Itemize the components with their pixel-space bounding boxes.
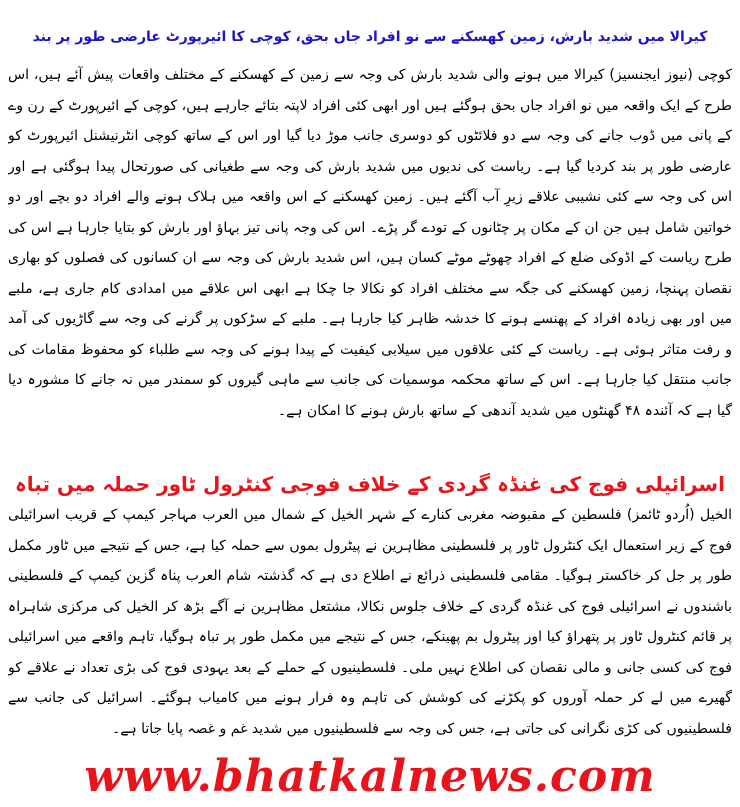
article-paragraph: الخیل (اُردو ٹائمز) فلسطین کے مقبوضہ مغربی کنارے کے شہر الخیل کے شمال میں العرب مہاجر کیمپ کے قریب اسرائیلی فوج کے زیر استعمال ایک کنٹرول ٹاور پر فلسطینی مظاہرین نے پیٹرول بموں سے حملہ کیا ہے، جس کے نتیجے میں ٹاور مکمل طور پر جل کر خاکستر ہوگیا۔ مقامی فلسطینی ذرائع نے اطلاع دی ہے کہ گذشتہ شام العرب پناہ گزین کیمپ کے فلسطینی باشندوں نے اسرائیلی فوج کی غنڈہ گردی کے خلاف جلوس نکالا، مشتعل مظاہرین نے آگے بڑھ کر الخیل کی مرکزی شاہراہ پر قائم کنٹرول ٹاور پر پتھراؤ کیا اور پیٹرول بم پھینکے، جس کے نتیجے میں مکمل طور پر تباہ ہوگیا، تاہم واقعے میں اسرائیلی فوج کی کسی جانی و مالی نقصان کی اطلاع نہیں ملی۔ فلسطینیوں کے حملے کے بعد یہودی فوج کی بڑی تعداد نے علاقے کو گھیرے میں لے کر حملہ آوروں کو پکڑنے کی کوشش کی تاہم وہ فرار ہونے میں کامیاب ہوگئے۔ اسرائیل کی جانب سے فلسطینیوں کی کڑی نگرانی کی جاتی ہے، جس کی وجہ سے فلسطینیوں میں شدید غم و غصہ پایا جاتا ہے۔ bbox=[8, 507, 732, 737]
article-body-kerala-rain bbox=[8, 60, 732, 432]
article-body-control-tower bbox=[8, 500, 732, 748]
article-paragraph: کوچی (نیوز ایجنسیز) کیرالا میں ہونے والی شدید بارش کی وجہ سے زمین کے کھسکنے کے مختلف واقعات پیش آئے ہیں، اس طرح کے ایک واقعہ میں نو افراد جاں بحق ہوگئے ہیں اور ابھی کئی افراد لاپتہ بتائے جارہے ہیں، کوچی کے ائیرپورٹ کے رن وے کے پانی میں ڈوب جانے کی وجہ سے دو فلائٹوں کو دوسری جانب موڑ دیا گیا اور اس کے ساتھ کوچی انٹرنیشنل ائیرپورٹ کو عارضی طور پر بند کردیا گیا ہے۔ ریاست کی ندیوں میں شدید بارش کی وجہ سے طغیانی کی صورتحال پیدا ہوگئی ہے اور اس کی وجہ سے کئی نشیبی علاقے زیرِ آب آگئے ہیں۔ زمین کھسکنے کے اس واقعہ میں ہلاک ہونے والے افراد دو بچے اور دو خواتین شامل ہیں جن ان کے مکان پر چٹانوں کے تودے گر پڑے۔ اس کی وجہ پانی تیز بہاؤ اور بارش کو بتایا جارہا ہے اس کی طرح ریاست کے اڈوکی ضلع کے افراد چھوٹے موٹے کسان ہیں، اس شدید بارش کی وجہ سے ان کسانوں کی فصلوں کو بھاری نقصان پہنچا، زمین کھسکنے کی جگہ سے مختلف افراد کو نکالا جا چکا ہے ابھی اس علاقے میں امدادی کام جاری ہے، ملبے میں اور بھی زیادہ افراد کے پھنسے ہونے کا خدشہ ظاہر کیا جارہا ہے۔ ملبے کے سڑکوں پر گرنے کی وجہ سے گاڑیوں کی آمد و رفت متاثر ہوئی ہے۔ ریاست کے کئی علاقوں میں سیلابی کیفیت کے پیدا ہونے کی وجہ سے طلباء کو محفوظ مقامات کی جانب منتقل کیا جارہا ہے۔ اس کے ساتھ محکمہ موسمیات کی جانب سے ماہی گیروں کو سمندر میں نہ جانے کا مشورہ دیا گیا ہے کہ آئندہ ۴۸ گھنٹوں میں شدید آندھی کے ساتھ بارش ہونے کا امکان ہے۔ bbox=[8, 67, 732, 419]
headline-control-tower: اسرائیلی فوج کی غنڈہ گردی کے خلاف فوجی کنٹرول ٹاور حملہ میں تباہ bbox=[15, 471, 725, 496]
website-url-watermark: www.bhatkalnews.com bbox=[84, 751, 656, 802]
headline-kerala-rain: کیرالا میں شدید بارش، زمین کھسکنے سے نو افراد جاں بحق، کوچی کا ائیرپورٹ عارضی طور پر بند bbox=[32, 29, 708, 46]
